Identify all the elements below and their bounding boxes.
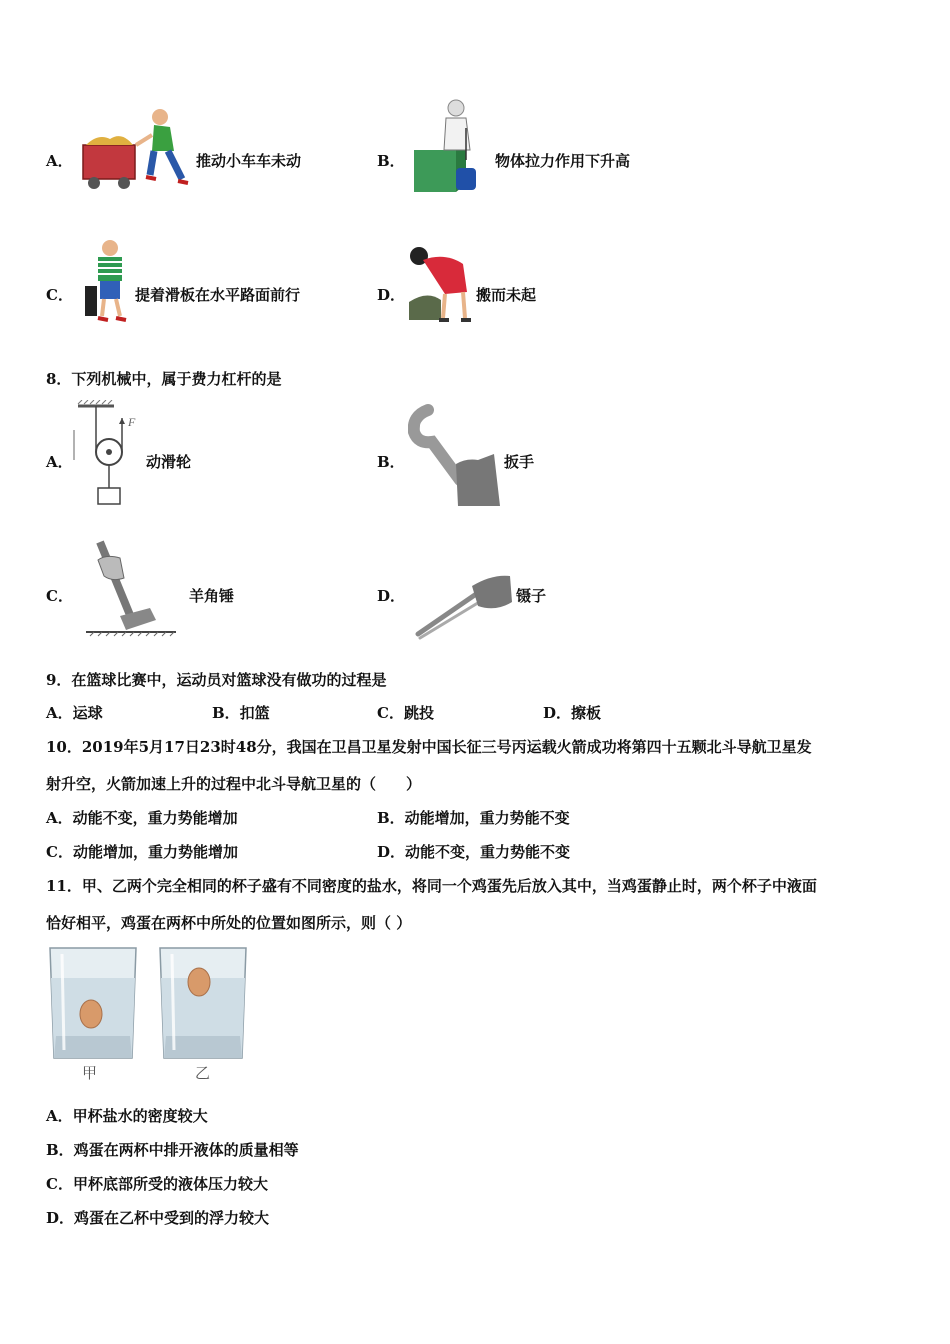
cup-yi-label: 乙 <box>195 1064 211 1082</box>
q9-option-b: B．扣篮 <box>212 704 270 722</box>
cup-jia-figure <box>48 946 138 1062</box>
q9-option-c: C．跳投 <box>377 704 434 722</box>
q7-option-a-text: 推动小车车未动 <box>196 152 302 170</box>
q10-stem-line2: 射升空，火箭加速上升的过程中北斗导航卫星的（ ） <box>46 775 422 793</box>
q8-option-b-text: 扳手 <box>504 453 535 471</box>
q8-option-c-letter: C． <box>46 587 73 605</box>
q8-option-d-letter: D． <box>377 587 406 605</box>
q11-option-c: C．甲杯底部所受的液体压力较大 <box>46 1175 268 1193</box>
weight-lifting-illustration <box>410 98 490 196</box>
q8-option-a-letter: A． <box>46 453 73 471</box>
force-label-f: F <box>128 415 136 429</box>
q7-option-b-text: 物体拉力作用下升高 <box>495 152 631 170</box>
q7-option-d-text: 搬而未起 <box>476 286 537 304</box>
q8-option-d-text: 镊子 <box>516 587 547 605</box>
q7-option-c-letter: C． <box>46 286 73 304</box>
q7-option-a-letter: A． <box>46 152 73 170</box>
q9-option-d: D．擦板 <box>543 704 602 722</box>
q9-stem: 9．在篮球比赛中，运动员对篮球没有做功的过程是 <box>46 671 387 689</box>
q7-option-d-letter: D． <box>377 286 406 304</box>
q11-option-d: D．鸡蛋在乙杯中受到的浮力较大 <box>46 1209 270 1227</box>
q11-stem-line1: 11．甲、乙两个完全相同的杯子盛有不同密度的盐水，将同一个鸡蛋先后放入其中，当鸡蛋静止时，两个杯子中液面 <box>46 877 817 895</box>
q7-option-b-letter: B． <box>377 152 405 170</box>
claw-hammer-illustration <box>84 536 179 642</box>
q10-option-c: C．动能增加，重力势能增加 <box>46 843 238 861</box>
q11-option-b: B．鸡蛋在两杯中排开液体的质量相等 <box>46 1141 299 1159</box>
wrench-illustration <box>408 402 503 510</box>
q8-option-c-text: 羊角锤 <box>189 587 235 605</box>
q8-option-b-letter: B． <box>377 453 405 471</box>
skateboard-carry-illustration <box>80 238 135 323</box>
q11-option-a: A．甲杯盐水的密度较大 <box>46 1107 208 1125</box>
lifting-box-illustration <box>405 242 475 324</box>
cart-push-illustration <box>78 105 193 195</box>
q11-stem-line2: 恰好相平，鸡蛋在两杯中所处的位置如图所示，则（ ） <box>46 914 412 932</box>
cup-jia-label: 甲 <box>82 1064 98 1082</box>
q7-option-c-text: 提着滑板在水平路面前行 <box>135 286 301 304</box>
movable-pulley-diagram <box>68 400 148 510</box>
q10-option-b: B．动能增加，重力势能不变 <box>377 809 570 827</box>
q8-option-a-text: 动滑轮 <box>146 453 192 471</box>
q8-stem: 8．下列机械中，属于费力杠杆的是 <box>46 370 282 388</box>
q9-option-a: A．运球 <box>46 704 103 722</box>
q10-option-d: D．动能不变，重力势能不变 <box>377 843 571 861</box>
q10-option-a: A．动能不变，重力势能增加 <box>46 809 238 827</box>
cup-yi-figure <box>158 946 248 1062</box>
q10-stem-line1: 10．2019年5月17日23时48分，我国在卫昌卫星发射中国长征三号丙运载火箭成功将第四十五颗北斗导航卫星发 <box>46 738 812 756</box>
tweezers-illustration <box>412 572 516 644</box>
